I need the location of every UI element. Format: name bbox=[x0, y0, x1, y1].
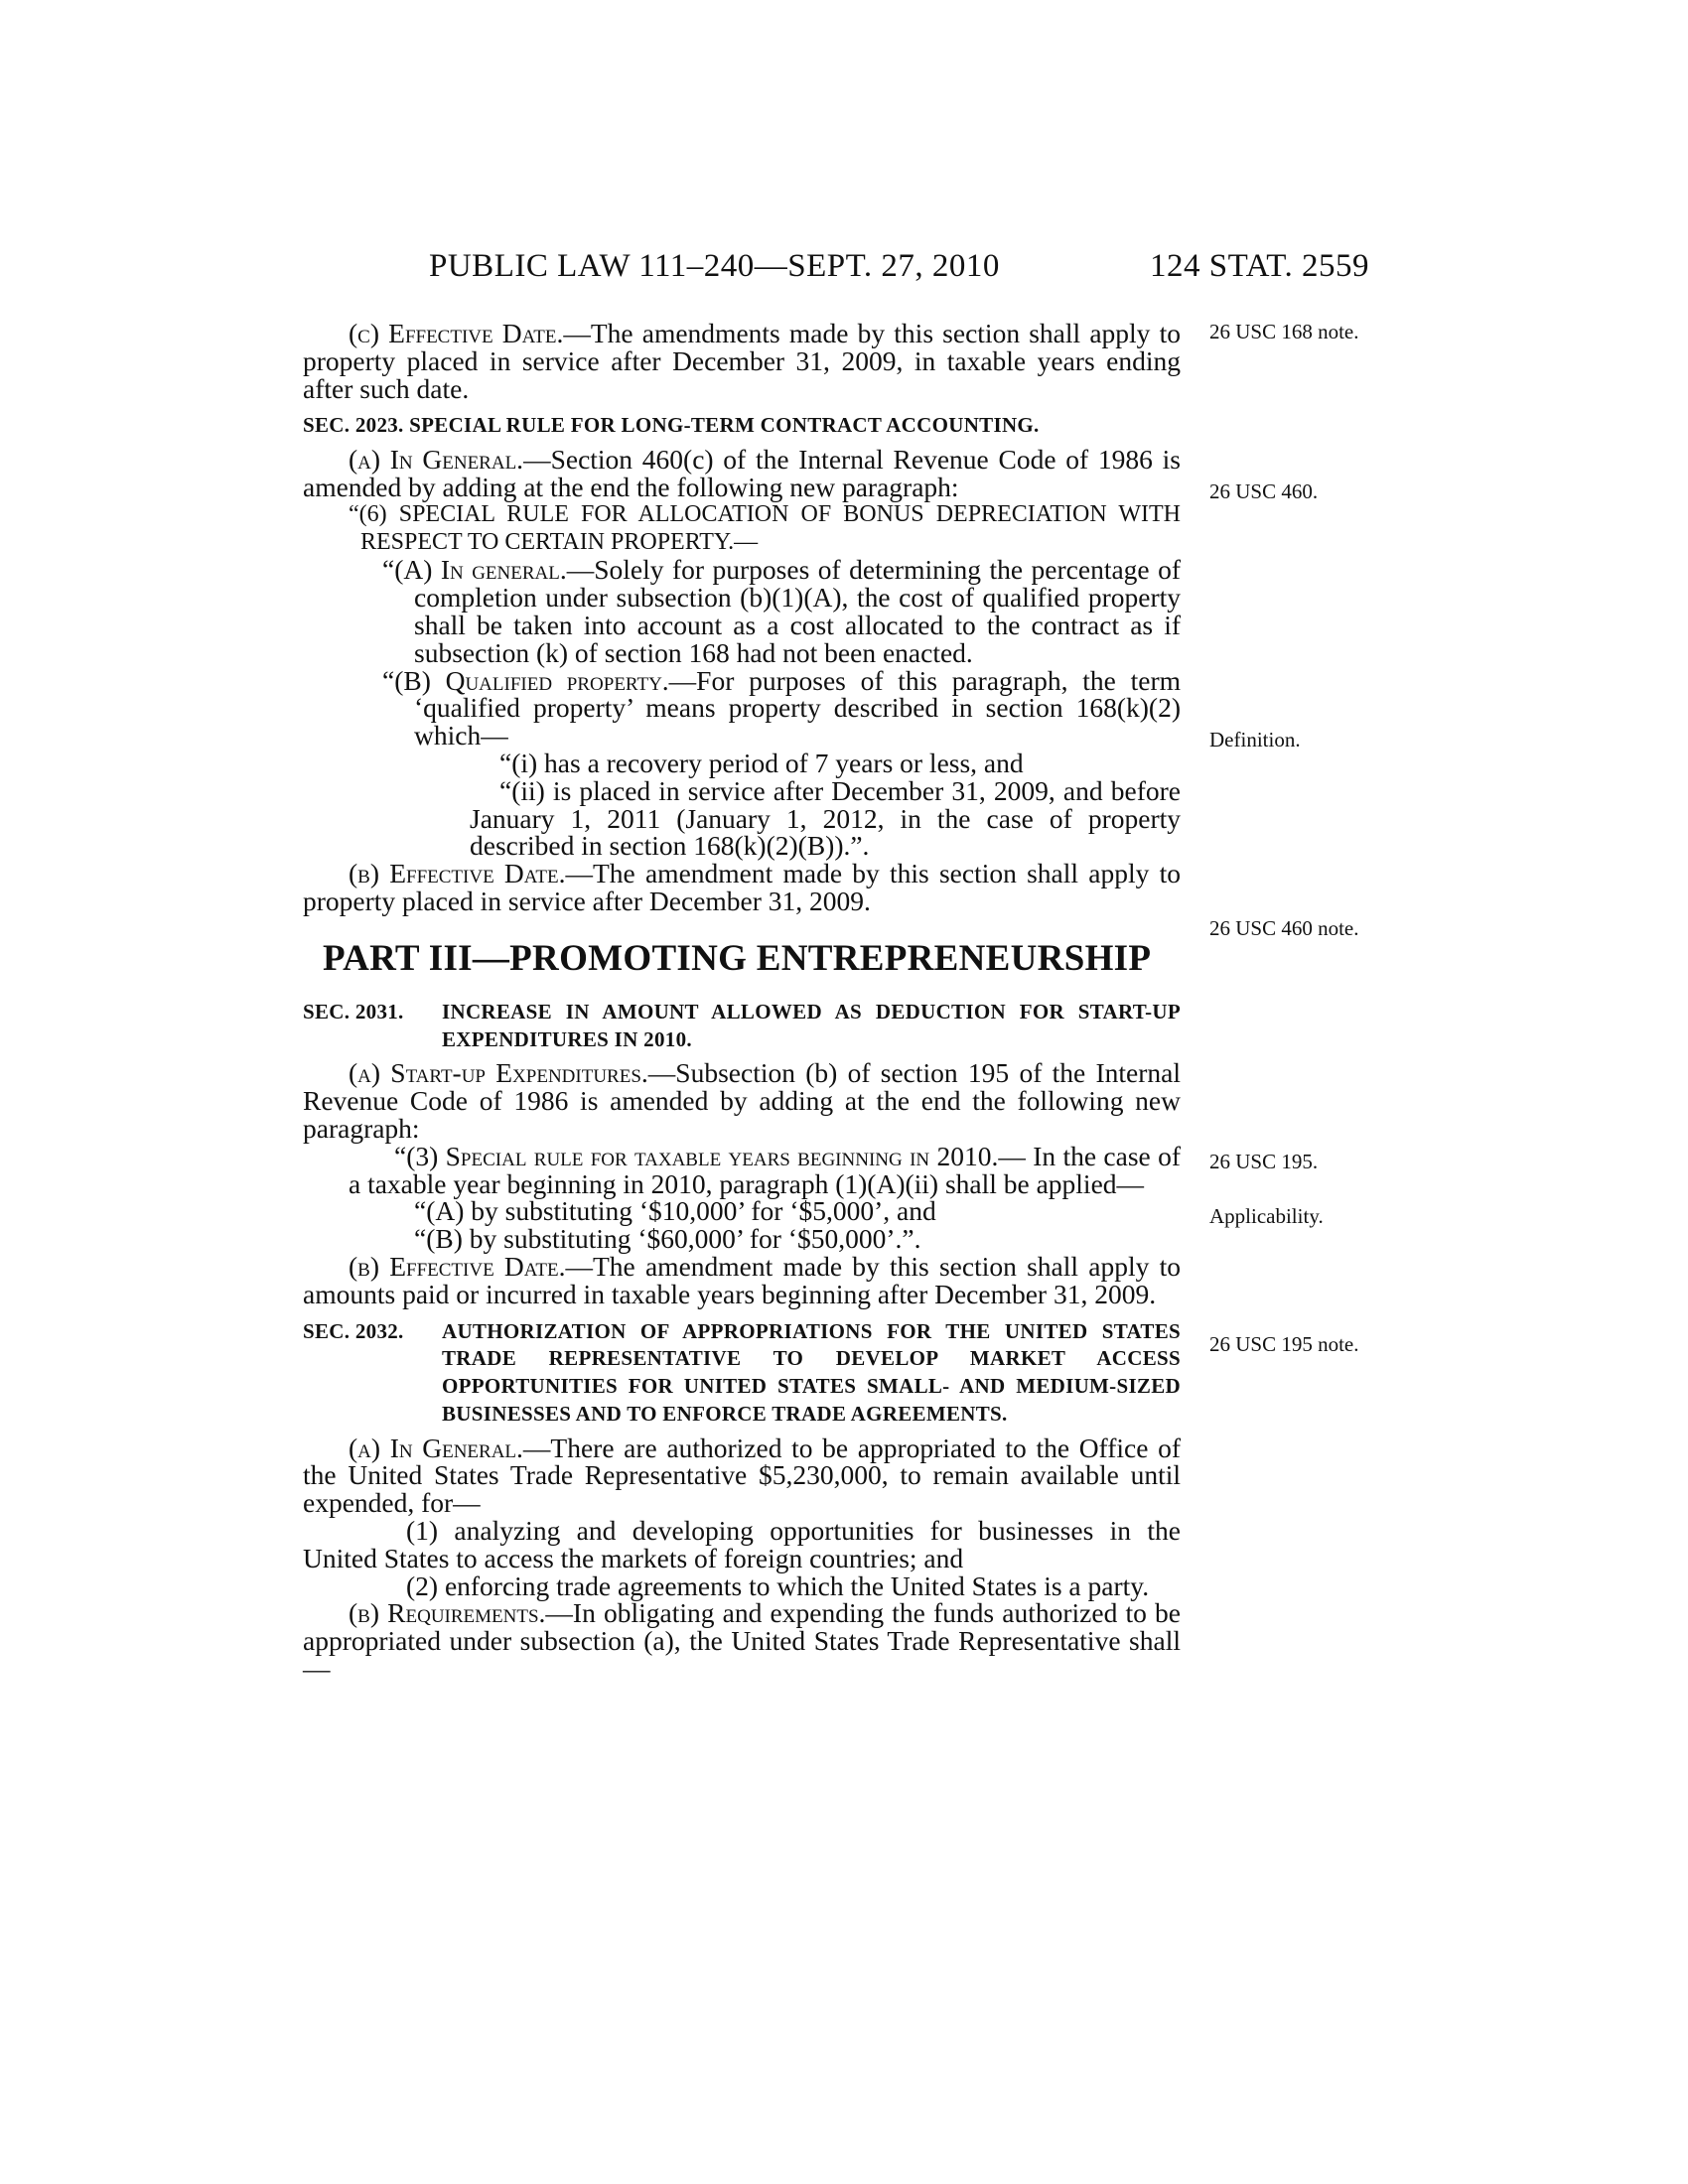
subsection-heading: (b) Requirements. bbox=[349, 1597, 546, 1629]
quoted-clause-ii: “(ii) is placed in service after December 31, 2009, and before January 1, 2011 (January 1, 2012, in the case of property described in section 168(k)(2)(B)).”. bbox=[470, 774, 1181, 862]
margin-note-460: 26 USC 460. bbox=[1209, 479, 1319, 503]
numbered-item-1: (1) analyzing and developing opportunities for businesses in the United States to access the markets of foreign countries; and bbox=[303, 1515, 1181, 1573]
paragraph-text: — In the case of a taxable year beginning in 2010, paragraph (1)(A)(ii) shall be applied— bbox=[349, 1140, 1182, 1199]
section-title: INCREASE IN AMOUNT ALLOWED AS DEDUCTION FOR START-UP EXPENDITURES IN 2010. bbox=[442, 999, 1181, 1051]
quoted-heading: “(3) Special rule for taxable years beginning in 2010. bbox=[394, 1140, 999, 1171]
quoted-heading: “(A) In general. bbox=[382, 554, 567, 586]
part-iii-heading: PART III—PROMOTING ENTREPRENEURSHIP bbox=[323, 937, 1152, 979]
subsection-heading: (b) Effective Date. bbox=[349, 858, 566, 889]
margin-note-195: 26 USC 195. bbox=[1209, 1150, 1319, 1173]
subsection-heading: (b) Effective Date. bbox=[349, 1250, 566, 1282]
paragraph-text: —Section 460(c) of the Internal Revenue Code of 1986 is amended by adding at the end the following new paragraph: bbox=[303, 444, 1181, 502]
section-2032-heading bbox=[303, 1318, 1181, 1429]
dash: — bbox=[734, 528, 759, 555]
document-body bbox=[303, 320, 1181, 1683]
margin-note-168: 26 USC 168 note. bbox=[1209, 320, 1359, 343]
paragraph-in-general-a bbox=[303, 446, 1181, 501]
paragraph-startup-expenditures-a bbox=[303, 1059, 1181, 1142]
paragraph-text: —The amendments made by this section shall apply to property placed in service after December 31, 2009, in taxable years ending after such date. bbox=[303, 318, 1181, 404]
paragraph-text: —Subsection (b) of section 195 of the Internal Revenue Code of 1986 is amended by adding at the end the following new paragraph: bbox=[303, 1057, 1181, 1144]
margin-note-definition: Definition. bbox=[1209, 728, 1301, 751]
paragraph-effective-date-b bbox=[303, 860, 1181, 915]
margin-note-applicability: Applicability. bbox=[1209, 1204, 1324, 1228]
subsection-heading: (a) In General. bbox=[349, 444, 524, 476]
section-2023-heading: SEC. 2023. SPECIAL RULE FOR LONG-TERM CONTRACT ACCOUNTING. bbox=[303, 413, 1040, 438]
section-title: AUTHORIZATION OF APPROPRIATIONS FOR THE UNITED STATES TRADE REPRESENTATIVE TO DEVELOP MARKET ACCESS OPPORTUNITIES FOR UNITED STATES SMALL- AND MEDIUM-SIZED BUSINESSES AND TO ENFORCE TRADE AGREEMENTS. bbox=[442, 1318, 1181, 1426]
subsection-heading: (a) Start-up Expenditures. bbox=[349, 1057, 648, 1089]
quoted-subparagraph-3b: “(B) by substituting ‘$60,000’ for ‘$50,000’.”. bbox=[414, 1223, 921, 1255]
paragraph-text: —There are authorized to be appropriated to the Office of the United States Trade Representative $5,230,000, to remain available until expended, for— bbox=[303, 1432, 1181, 1519]
margin-note-460-note: 26 USC 460 note. bbox=[1209, 916, 1359, 940]
quoted-subparagraph-b bbox=[303, 664, 1181, 751]
running-header-stat: 124 STAT. 2559 bbox=[1150, 248, 1370, 284]
subsection-heading: (c) Effective Date. bbox=[349, 318, 564, 348]
quoted-heading: “(6) SPECIAL RULE FOR ALLOCATION OF BONUS DEPRECIATION WITH RESPECT TO CERTAIN PROPERTY. bbox=[349, 500, 1181, 555]
paragraph-text: —For purposes of this paragraph, the term ‘qualified property’ means property described in section 168(k)(2) which— bbox=[414, 664, 1181, 751]
quoted-heading: “(B) Qualified property. bbox=[382, 664, 669, 696]
quoted-clause-i: “(i) has a recovery period of 7 years or less, and bbox=[499, 747, 1024, 778]
quoted-subparagraph-3a: “(A) by substituting ‘$10,000’ for ‘$5,000’, and bbox=[414, 1195, 936, 1227]
section-label: SEC. 2032. bbox=[303, 1318, 404, 1343]
quoted-paragraph-6 bbox=[303, 501, 1181, 557]
quoted-paragraph-3 bbox=[303, 1140, 1182, 1199]
numbered-item-2: (2) enforcing trade agreements to which the United States is a party. bbox=[406, 1570, 1150, 1601]
paragraph-text: —The amendment made by this section shall apply to property placed in service after December 31, 2009. bbox=[303, 858, 1181, 916]
section-2031-heading bbox=[303, 999, 1181, 1054]
margin-note-195-note: 26 USC 195 note. bbox=[1209, 1332, 1359, 1356]
paragraph-effective-date-b2 bbox=[303, 1250, 1181, 1309]
paragraph-in-general-a2 bbox=[303, 1434, 1181, 1517]
running-header-law: PUBLIC LAW 111–240—SEPT. 27, 2010 bbox=[429, 248, 1000, 284]
paragraph-effective-date-c bbox=[303, 320, 1181, 402]
paragraph-text: —In obligating and expending the funds authorized to be appropriated under subsection (a), the United States Trade Representative shall— bbox=[303, 1597, 1181, 1685]
quoted-subparagraph-a bbox=[303, 556, 1181, 666]
paragraph-text: —The amendment made by this section shall apply to amounts paid or incurred in taxable years beginning after December 31, 2009. bbox=[303, 1250, 1181, 1309]
subsection-heading: (a) In General. bbox=[349, 1432, 523, 1463]
paragraph-requirements-b bbox=[303, 1597, 1181, 1685]
section-label: SEC. 2031. bbox=[303, 999, 404, 1024]
paragraph-text: —Solely for purposes of determining the percentage of completion under subsection (b)(1)(A), the cost of qualified property shall be taken into account as a cost allocated to the contract as if subsection (k) of section 168 had not been enacted. bbox=[414, 554, 1181, 668]
